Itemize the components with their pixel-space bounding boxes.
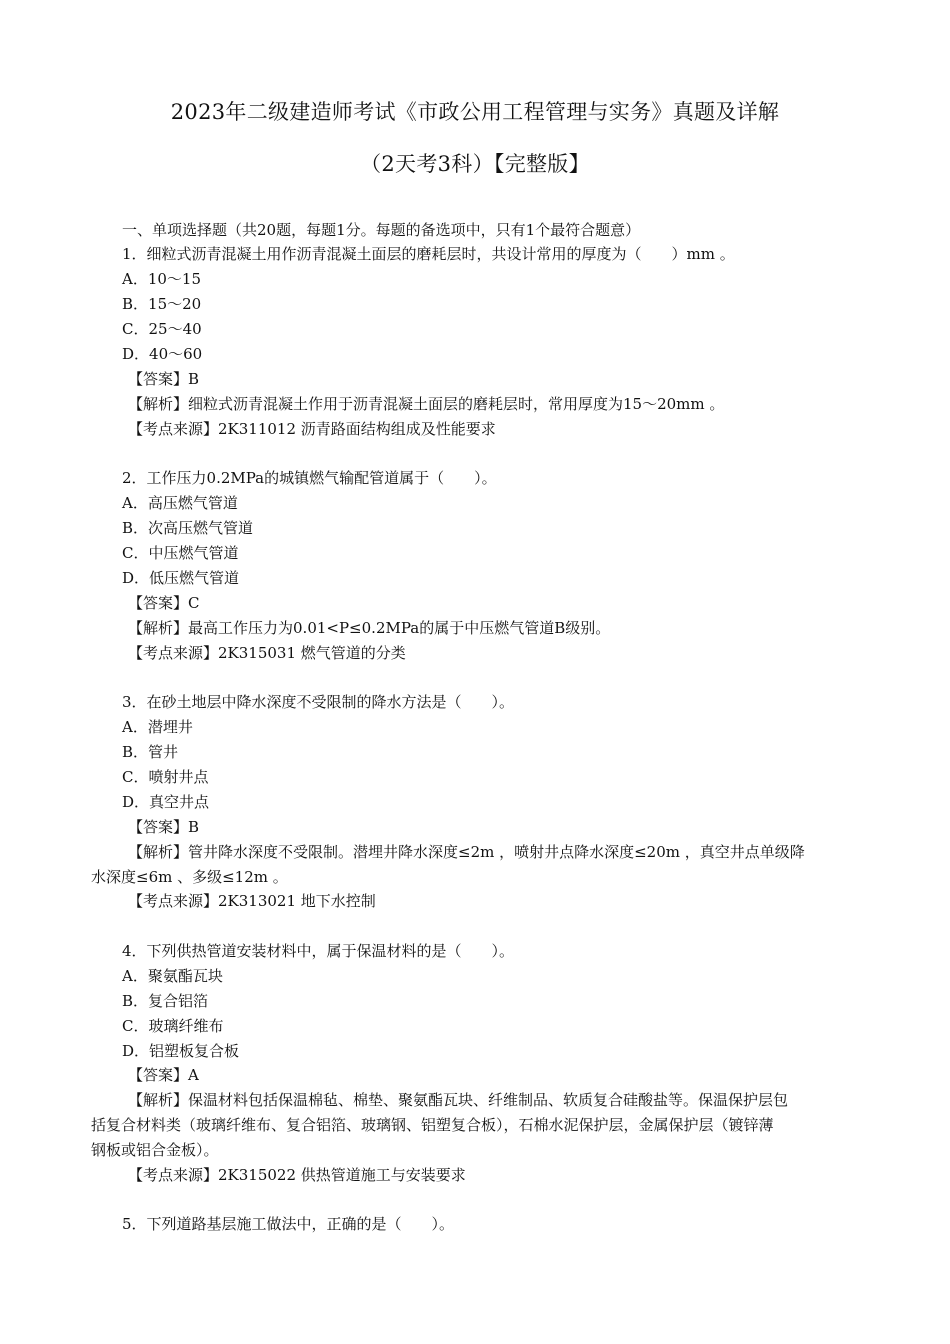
question-3-source: 【考点来源】2K313021 地下水控制 [128, 892, 376, 910]
question-2-option-d: D．低压燃气管道 [122, 569, 240, 587]
question-1-option-a: A．10～15 [122, 270, 202, 288]
question-4-answer: 【答案】A [128, 1066, 199, 1084]
question-4-analysis-line2: 括复合材料类（玻璃纤维布、复合铝箔、玻璃钢、铝塑复合板），石棉水泥保护层，金属保护层（镀锌薄 [91, 1116, 774, 1134]
question-2-stem: 2．工作压力0.2MPa的城镇燃气输配管道属于（ ）。 [122, 469, 497, 487]
question-3-option-c: C．喷射井点 [122, 768, 209, 786]
question-1-analysis: 【解析】细粒式沥青混凝土作用于沥青混凝土面层的磨耗层时，常用厚度为15～20mm 。 [128, 395, 725, 413]
section-heading: 一、单项选择题（共20题，每题1分。每题的备选项中，只有1个最符合题意） [122, 221, 641, 239]
question-3-answer: 【答案】B [128, 818, 200, 836]
question-4-source: 【考点来源】2K315022 供热管道施工与安装要求 [128, 1166, 466, 1184]
question-2-option-b: B．次高压燃气管道 [122, 519, 254, 537]
question-4-option-b: B．复合铝箔 [122, 992, 209, 1010]
question-2-analysis: 【解析】最高工作压力为0.01<P≤0.2MPa的属于中压燃气管道B级别。 [128, 619, 611, 637]
question-3-option-b: B．管井 [122, 743, 179, 761]
question-1-stem: 1．细粒式沥青混凝土用作沥青混凝土面层的磨耗层时，共设计常用的厚度为（ ）mm 。 [122, 245, 735, 263]
question-4-option-d: D．铝塑板复合板 [122, 1042, 240, 1060]
question-4-analysis-line3: 钢板或铝合金板）。 [91, 1141, 219, 1159]
question-1-option-c: C．25～40 [122, 320, 202, 338]
question-2-option-c: C．中压燃气管道 [122, 544, 239, 562]
question-3-option-a: A．潜埋井 [122, 718, 193, 736]
question-4-option-a: A．聚氨酯瓦块 [122, 967, 223, 985]
question-3-stem: 3．在砂土地层中降水深度不受限制的降水方法是（ ）。 [122, 693, 515, 711]
question-1-option-d: D．40～60 [122, 345, 203, 363]
question-2-answer: 【答案】C [128, 594, 200, 612]
question-3-analysis-line1: 【解析】管井降水深度不受限制。潜埋井降水深度≤2m ，喷射井点降水深度≤20m ，真空井点单级降 [128, 843, 805, 861]
question-3-analysis-line2: 水深度≤6m 、多级≤12m 。 [91, 868, 288, 886]
document-title: 2023年二级建造师考试《市政公用工程管理与实务》真题及详解 [170, 100, 780, 124]
question-3-option-d: D．真空井点 [122, 793, 210, 811]
document-subtitle: （2天考3科）【完整版】 [360, 152, 590, 176]
question-4-option-c: C．玻璃纤维布 [122, 1017, 224, 1035]
question-1-source: 【考点来源】2K311012 沥青路面结构组成及性能要求 [128, 420, 496, 438]
question-1-option-b: B．15～20 [122, 295, 202, 313]
question-1-answer: 【答案】B [128, 370, 200, 388]
question-5-stem: 5．下列道路基层施工做法中，正确的是（ ）。 [122, 1215, 455, 1233]
question-2-option-a: A．高压燃气管道 [122, 494, 238, 512]
question-4-stem: 4．下列供热管道安装材料中，属于保温材料的是（ ）。 [122, 942, 515, 960]
question-4-analysis-line1: 【解析】保温材料包括保温棉毡、棉垫、聚氨酯瓦块、纤维制品、软质复合硅酸盐等。保温保护层包 [128, 1091, 789, 1109]
question-2-source: 【考点来源】2K315031 燃气管道的分类 [128, 644, 406, 662]
